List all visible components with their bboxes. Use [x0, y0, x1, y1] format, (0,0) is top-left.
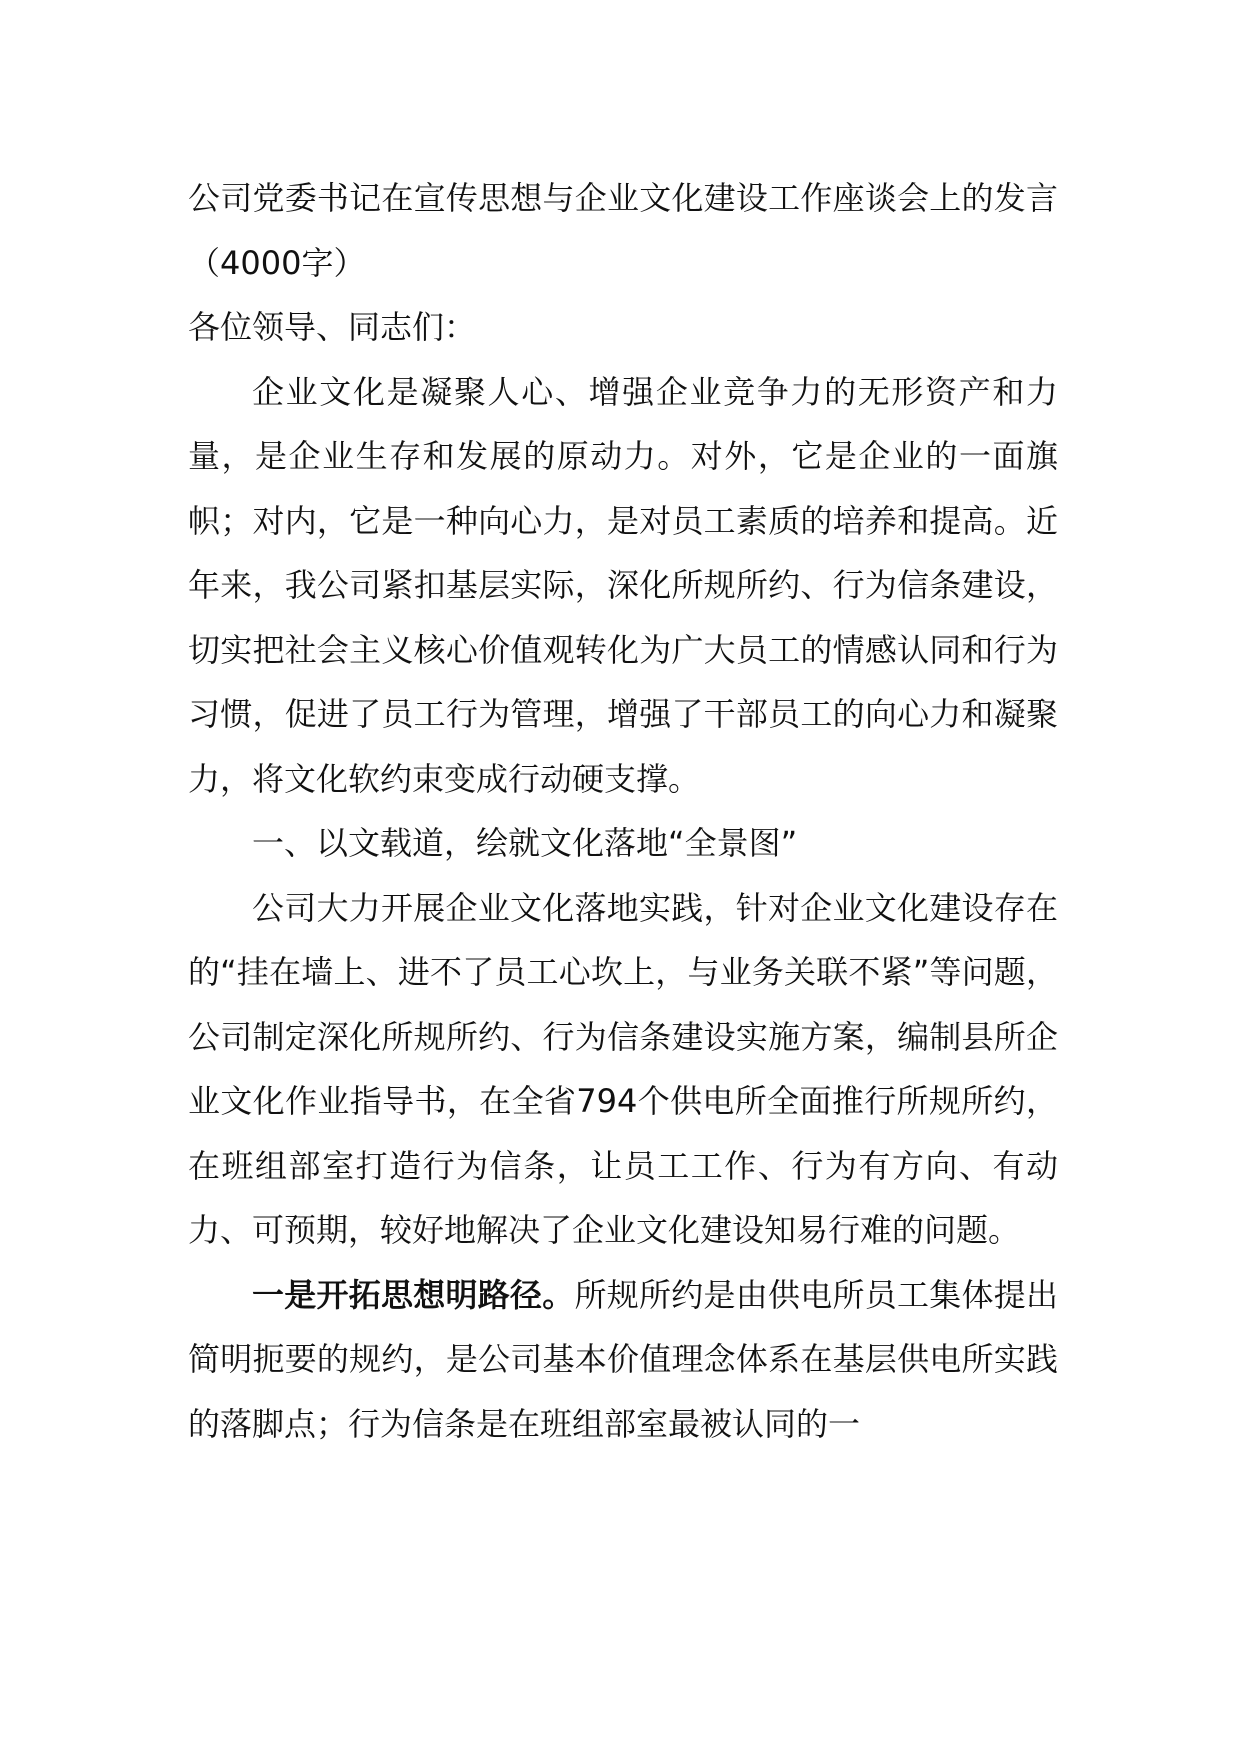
salutation: 各位领导、同志们：: [188, 308, 477, 346]
section-1-paragraph: 公司大力开展企业文化落地实践，针对企业文化建设存在的“挂在墙上、进不了员工心坎上，与业务关联不紧”等问题，公司制定深化所规所约、行为信条建设实施方案，编制县所企业文化作业指导书，在全省794个供电所全面推行所规所约，在班组部室打造行为信条，让员工工作、行为有方向、有动力、可预期，较好地解决了企业文化建设知易行难的问题。: [188, 888, 1058, 1249]
document-body: [188, 166, 1058, 1456]
intro-paragraph: 企业文化是凝聚人心、增强企业竞争力的无形资产和力量，是企业生存和发展的原动力。对外，它是企业的一面旗帜；对内，它是一种向心力，是对员工素质的培养和提高。近年来，我公司紧扣基层实际，深化所规所约、行为信条建设，切实把社会主义核心价值观转化为广大员工的情感认同和行为习惯，促进了员工行为管理，增强了干部员工的向心力和凝聚力，将文化软约束变成行动硬支撑。: [188, 372, 1058, 798]
point-1-text: 所规所约是由供电所员工集体提出简明扼要的规约，是公司基本价值理念体系在基层供电所实践的落脚点；行为信条是在班组部室最被认同的一: [188, 1275, 1058, 1443]
section-heading-1: 一、以文载道，绘就文化落地“全景图”: [252, 824, 798, 862]
document-title: 公司党委书记在宣传思想与企业文化建设工作座谈会上的发言（4000字）: [188, 179, 1058, 282]
point-1-lead: 一是开拓思想明路径。: [252, 1275, 575, 1314]
point-1-paragraph: [188, 1263, 1058, 1457]
